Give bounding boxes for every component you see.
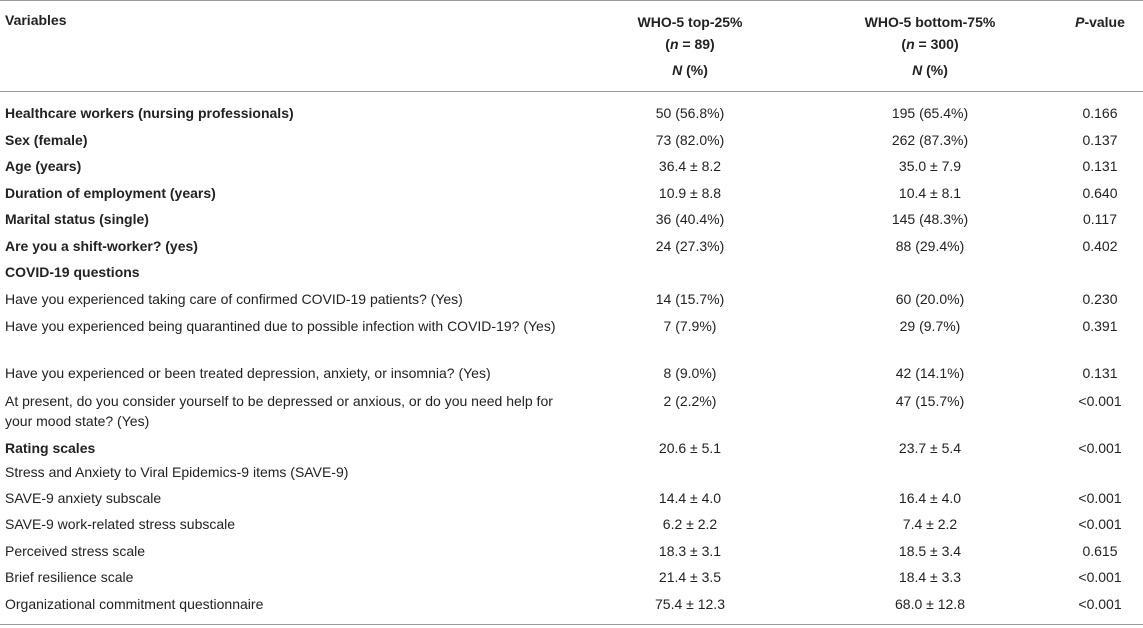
p-value: 0.391 (1082, 318, 1118, 334)
value-top25: 20.6 ± 5.1 (658, 440, 722, 456)
p-value: 0.640 (1082, 185, 1118, 201)
header-pvalue: P-value (1075, 14, 1125, 30)
header-who5-top (600, 11, 780, 81)
value-top25: 75.4 ± 12.3 (655, 596, 725, 612)
header-who5-bottom-npct: N (%) (912, 62, 948, 78)
p-value: <0.001 (1078, 440, 1122, 456)
value-top25: 8 (9.0%) (663, 365, 717, 381)
row-label: Duration of employment (years) (5, 185, 216, 201)
header-who5-top-title: WHO-5 top-25% (637, 14, 743, 30)
row-label: Brief resilience scale (5, 569, 134, 585)
p-value: 0.615 (1082, 543, 1118, 559)
p-value: 0.117 (1083, 211, 1117, 227)
header-rule (0, 91, 1143, 92)
p-value: <0.001 (1078, 596, 1122, 612)
row-label: COVID-19 questions (5, 264, 140, 280)
value-bottom75: 35.0 ± 7.9 (898, 158, 962, 174)
p-value: <0.001 (1078, 516, 1122, 532)
value-bottom75: 18.5 ± 3.4 (898, 543, 962, 559)
top-rule (0, 0, 1143, 1)
value-bottom75: 68.0 ± 12.8 (895, 596, 965, 612)
value-top25: 36 (40.4%) (655, 211, 725, 227)
p-value: 0.131 (1082, 365, 1118, 381)
value-top25: 6.2 ± 2.2 (662, 516, 718, 532)
row-label: Marital status (single) (5, 211, 149, 227)
header-who5-bottom-title: WHO-5 bottom-75% (864, 14, 996, 30)
row-label: Stress and Anxiety to Viral Epidemics-9 items (SAVE-9) (5, 464, 349, 480)
row-label: Rating scales (5, 440, 96, 456)
value-top25: 2 (2.2%) (663, 393, 717, 409)
row-label: SAVE-9 anxiety subscale (5, 490, 162, 506)
header-who5-top-n: (n = 89) (665, 36, 715, 52)
row-label: Healthcare workers (nursing professionals) (5, 105, 294, 121)
row-label: Perceived stress scale (5, 543, 146, 559)
row-label: Are you a shift-worker? (yes) (5, 238, 198, 254)
header-who5-bottom (840, 11, 1020, 81)
value-bottom75: 145 (48.3%) (891, 211, 969, 227)
value-bottom75: 60 (20.0%) (895, 291, 965, 307)
value-bottom75: 29 (9.7%) (899, 318, 961, 334)
p-value: 0.230 (1082, 291, 1118, 307)
value-bottom75: 16.4 ± 4.0 (898, 490, 962, 506)
value-top25: 36.4 ± 8.2 (658, 158, 722, 174)
row-label: Age (years) (5, 158, 82, 174)
value-top25: 14.4 ± 4.0 (658, 490, 722, 506)
value-top25: 7 (7.9%) (663, 318, 717, 334)
value-bottom75: 262 (87.3%) (891, 132, 969, 148)
p-value: 0.131 (1082, 158, 1118, 174)
value-top25: 18.3 ± 3.1 (658, 543, 722, 559)
p-value: 0.402 (1082, 238, 1118, 254)
row-label: Have you experienced or been treated depression, anxiety, or insomnia? (Yes) (5, 365, 491, 381)
value-bottom75: 23.7 ± 5.4 (898, 440, 962, 456)
value-top25: 14 (15.7%) (655, 291, 725, 307)
p-value: <0.001 (1078, 490, 1122, 506)
value-bottom75: 42 (14.1%) (895, 365, 965, 381)
value-top25: 10.9 ± 8.8 (658, 185, 722, 201)
value-bottom75: 18.4 ± 3.3 (898, 569, 962, 585)
row-label: Organizational commitment questionnaire (5, 596, 264, 612)
header-who5-top-npct: N (%) (672, 62, 708, 78)
p-value: <0.001 (1078, 569, 1122, 585)
p-value: 0.166 (1082, 105, 1118, 121)
row-label: Have you experienced taking care of confirmed COVID-19 patients? (Yes) (5, 291, 463, 307)
value-top25: 73 (82.0%) (655, 132, 725, 148)
bottom-rule (0, 624, 1143, 625)
value-bottom75: 195 (65.4%) (891, 105, 969, 121)
value-top25: 24 (27.3%) (655, 238, 725, 254)
header-who5-bottom-n: (n = 300) (901, 36, 959, 52)
value-bottom75: 10.4 ± 8.1 (898, 185, 962, 201)
row-label: At present, do you consider yourself to be depressed or anxious, or do you need help for your mood state? (Yes) (5, 393, 553, 429)
value-bottom75: 47 (15.7%) (895, 393, 965, 409)
value-bottom75: 7.4 ± 2.2 (902, 516, 958, 532)
header-variables: Variables (5, 12, 67, 28)
row-label: Have you experienced being quarantined due to possible infection with COVID-19? (Yes) (5, 318, 556, 334)
p-value: <0.001 (1078, 393, 1122, 409)
p-value: 0.137 (1082, 132, 1118, 148)
row-label: SAVE-9 work-related stress subscale (5, 516, 236, 532)
value-top25: 50 (56.8%) (655, 105, 725, 121)
value-top25: 21.4 ± 3.5 (658, 569, 722, 585)
value-bottom75: 88 (29.4%) (895, 238, 965, 254)
row-label: Sex (female) (5, 132, 88, 148)
